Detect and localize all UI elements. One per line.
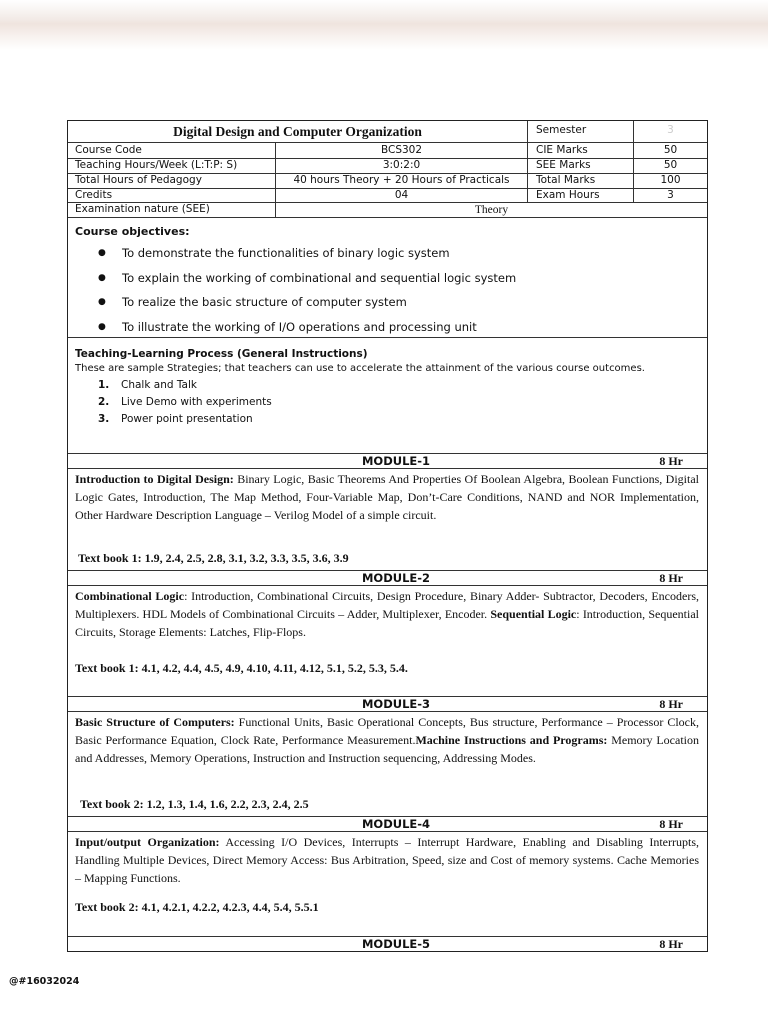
- row-value: 3:0:2:0: [276, 158, 528, 173]
- semester-value: 3: [667, 124, 674, 136]
- row-label: Teaching Hours/Week (L:T:P: S): [68, 158, 276, 173]
- row-label: Total Hours of Pedagogy: [68, 173, 276, 188]
- header-row: [68, 173, 707, 188]
- row-label-2: CIE Marks: [528, 142, 634, 158]
- module-lead-2: Machine Instructions and Programs:: [415, 733, 608, 747]
- syllabus-table: [67, 120, 708, 952]
- module-hours: 8 Hr: [659, 937, 683, 951]
- module-textbook: Text book 2: 4.1, 4.2.1, 4.2.2, 4.2.3, 4.4, 5.4, 5.5.1: [75, 900, 319, 914]
- module-content: [75, 587, 699, 641]
- module-text: : Introduction, Combinational Circuits, Design Procedure, Binary Adder- Subtractor, Decoders, Encoders, Multiplexers. HDL Models of Combinational Circuits – Adder, Multiplexer, Encoder.: [75, 589, 699, 621]
- module-hours: 8 Hr: [659, 697, 683, 711]
- list-item: [98, 412, 272, 429]
- list-item: [98, 378, 272, 395]
- scan-top-strip: [0, 0, 768, 50]
- item-text: Live Demo with experiments: [121, 396, 272, 408]
- objectives-heading: Course objectives:: [75, 225, 190, 238]
- module-title: MODULE-2: [361, 571, 431, 585]
- item-text: Power point presentation: [121, 413, 253, 425]
- tlp-intro: These are sample Strategies; that teachers can use to accelerate the attainment of the various course outcomes.: [75, 363, 645, 374]
- item-text: Chalk and Talk: [121, 379, 197, 391]
- teaching-learning-process: [68, 337, 707, 453]
- row-label: Credits: [68, 188, 276, 202]
- module-textbook: Text book 1: 4.1, 4.2, 4.4, 4.5, 4.9, 4.10, 4.11, 4.12, 5.1, 5.2, 5.3, 5.4.: [75, 661, 408, 675]
- module-title: MODULE-3: [361, 697, 431, 711]
- exam-nature-label: Examination nature (SEE): [68, 202, 276, 217]
- list-item: ● To explain the working of combinational and sequential logic system: [98, 270, 516, 295]
- module-5: [68, 936, 707, 951]
- module-header: [68, 817, 707, 832]
- document-id-footer: @#16032024: [9, 976, 80, 987]
- exam-nature-value: Theory: [474, 204, 509, 216]
- row-value-2: 3: [667, 189, 674, 201]
- list-item: ● To realize the basic structure of computer system: [98, 294, 516, 319]
- module-3: [68, 696, 707, 816]
- module-textbook: Text book 2: 1.2, 1.3, 1.4, 1.6, 2.2, 2.3, 2.4, 2.5: [80, 797, 309, 811]
- row-value: 40 hours Theory + 20 Hours of Practicals: [276, 173, 528, 188]
- list-item: [98, 395, 272, 412]
- module-hours: 8 Hr: [659, 571, 683, 585]
- row-label-2: Exam Hours: [528, 188, 634, 202]
- list-item: ● To demonstrate the functionalities of binary logic system: [98, 245, 516, 270]
- row-value-2: 50: [663, 159, 678, 171]
- module-text: Functional Units, Basic Operational Concepts, Bus structure, Performance – Processor Clock, Basic Performance Equation, Clock Rate, Performance Measurement.: [75, 715, 699, 747]
- header-row: [68, 142, 707, 158]
- module-lead: Basic Structure of Computers:: [75, 715, 235, 729]
- module-content: [75, 713, 699, 767]
- module-lead: Introduction to Digital Design:: [75, 472, 234, 486]
- module-4: [68, 816, 707, 936]
- module-text: Binary Logic, Basic Theorems And Properties Of Boolean Algebra, Boolean Functions, Digital Logic Gates, Introduction, The Map Method, Four-Variable Map, Don’t-Care Conditions, NAND and NOR Implementation, Other Hardware Description Language – Verilog Model of a simple circuit.: [75, 472, 700, 522]
- row-value-2: 50: [663, 144, 678, 156]
- module-lead-2: Sequential Logic: [490, 607, 577, 621]
- item-number: 2.: [98, 396, 110, 408]
- module-textbook: Text book 1: 1.9, 2.4, 2.5, 2.8, 3.1, 3.2, 3.3, 3.5, 3.6, 3.9: [78, 551, 349, 565]
- header-row: [68, 158, 707, 173]
- row-label-2: SEE Marks: [528, 158, 634, 173]
- semester-label: Semester: [528, 121, 634, 142]
- item-number: 3.: [98, 413, 110, 425]
- objectives-list: [98, 245, 516, 343]
- module-hours: 8 Hr: [659, 454, 683, 468]
- module-header: [68, 937, 707, 952]
- module-text: Accessing I/O Devices, Interrupts – Interrupt Hardware, Enabling and Disabling Interrupts, Handling Multiple Devices, Direct Memory Access: Bus Arbitration, Speed, size and Cost of memory systems. Cache Memories – Mapping Functions.: [75, 835, 699, 885]
- module-content: [75, 470, 699, 524]
- list-item: ● To illustrate the working of I/O operations and processing unit: [98, 319, 516, 344]
- module-header: [68, 454, 707, 469]
- row-value: 04: [276, 188, 528, 202]
- item-number: 1.: [98, 379, 110, 391]
- row-value-2: 100: [660, 174, 681, 186]
- module-lead: Input/output Organization:: [75, 835, 220, 849]
- module-text-2: : Introduction, Sequential Circuits, Storage Elements: Latches, Flip-Flops.: [75, 607, 700, 639]
- tlp-list: [98, 378, 272, 429]
- row-label: Course Code: [68, 142, 276, 158]
- module-2: [68, 570, 707, 696]
- module-hours: 8 Hr: [659, 817, 683, 831]
- row-value: BCS302: [276, 142, 528, 158]
- module-text-2: Memory Location and Addresses, Memory Operations, Instruction and Instruction sequencing, Addressing Modes.: [75, 733, 699, 765]
- course-header: [68, 121, 707, 217]
- module-lead: Combinational Logic: [75, 589, 185, 603]
- row-label-2: Total Marks: [528, 173, 634, 188]
- tlp-heading: Teaching-Learning Process (General Instructions): [75, 348, 368, 360]
- module-title: MODULE-1: [361, 454, 431, 468]
- course-title: Digital Design and Computer Organization: [68, 121, 528, 142]
- module-title: MODULE-4: [361, 817, 431, 831]
- module-title: MODULE-5: [361, 937, 431, 951]
- module-header: [68, 571, 707, 586]
- module-1: [68, 453, 707, 570]
- module-content: [75, 833, 699, 887]
- module-header: [68, 697, 707, 712]
- course-objectives: [68, 217, 707, 337]
- exam-nature-row: [68, 202, 707, 217]
- header-row: [68, 188, 707, 202]
